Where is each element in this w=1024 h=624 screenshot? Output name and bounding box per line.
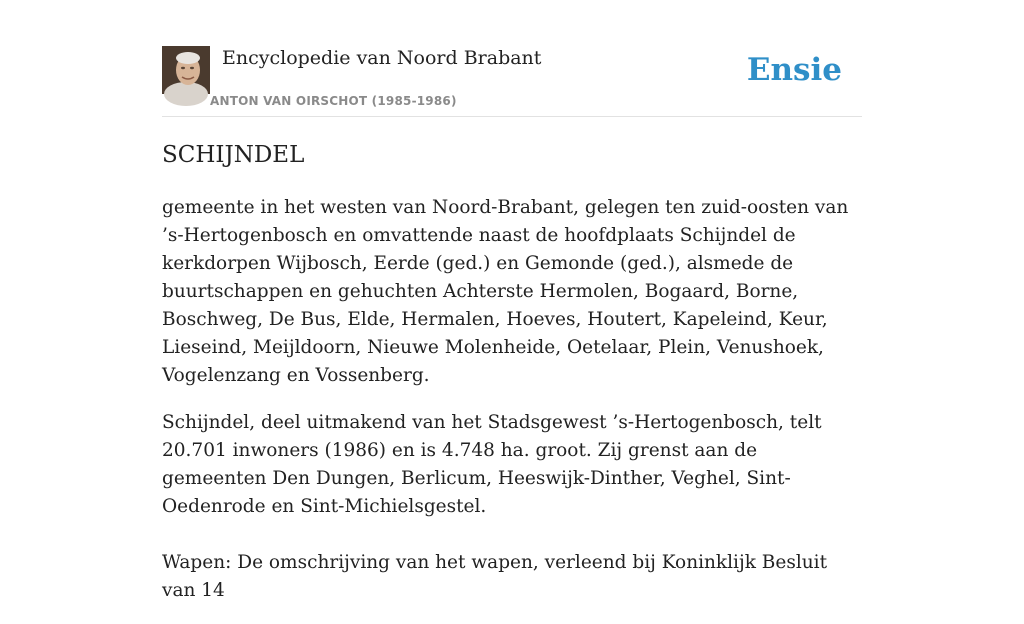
author-portrait-icon	[162, 46, 210, 94]
source-title[interactable]: Encyclopedie van Noord Brabant	[222, 47, 542, 69]
author-avatar[interactable]	[162, 46, 210, 94]
entry-header	[162, 46, 862, 117]
article-paragraph: Wapen: De omschrijving van het wapen, verleend bij Koninklijk Besluit van 14	[162, 552, 828, 601]
article-paragraph: Schijndel, deel uitmakend van het Stadsgewest ’s-Hertogenbosch, telt 20.701 inwoners (1986) en is 4.748 ha. groot. Zij grenst aan de gemeenten Den Dungen, Berlicum, Heeswijk-Dinther, Veghel, Sint-Oedenrode en Sint-Michielsgestel.	[162, 412, 822, 517]
author-name[interactable]: ANTON VAN OIRSCHOT (1985-1986)	[210, 94, 457, 108]
article-paragraph: gemeente in het westen van Noord-Brabant, gelegen ten zuid-oosten van ’s-Hertogenbosch en omvattende naast de hoofdplaats Schijndel de kerkdorpen Wijbosch, Eerde (ged.) en Gemonde (ged.), alsmede de buurtschappen en gehuchten Achterste Hermolen, Bogaard, Borne, Boschweg, De Bus, Elde, Hermalen, Hoeves, Houtert, Kapeleind, Keur, Lieseind, Meijldoorn, Nieuwe Molenheide, Oetelaar, Plein, Venushoek, Vogelenzang en Vossenberg.	[162, 197, 849, 386]
article-title: SCHIJNDEL	[162, 142, 305, 168]
brand-logo[interactable]: Ensie	[746, 52, 842, 88]
article	[162, 140, 862, 624]
